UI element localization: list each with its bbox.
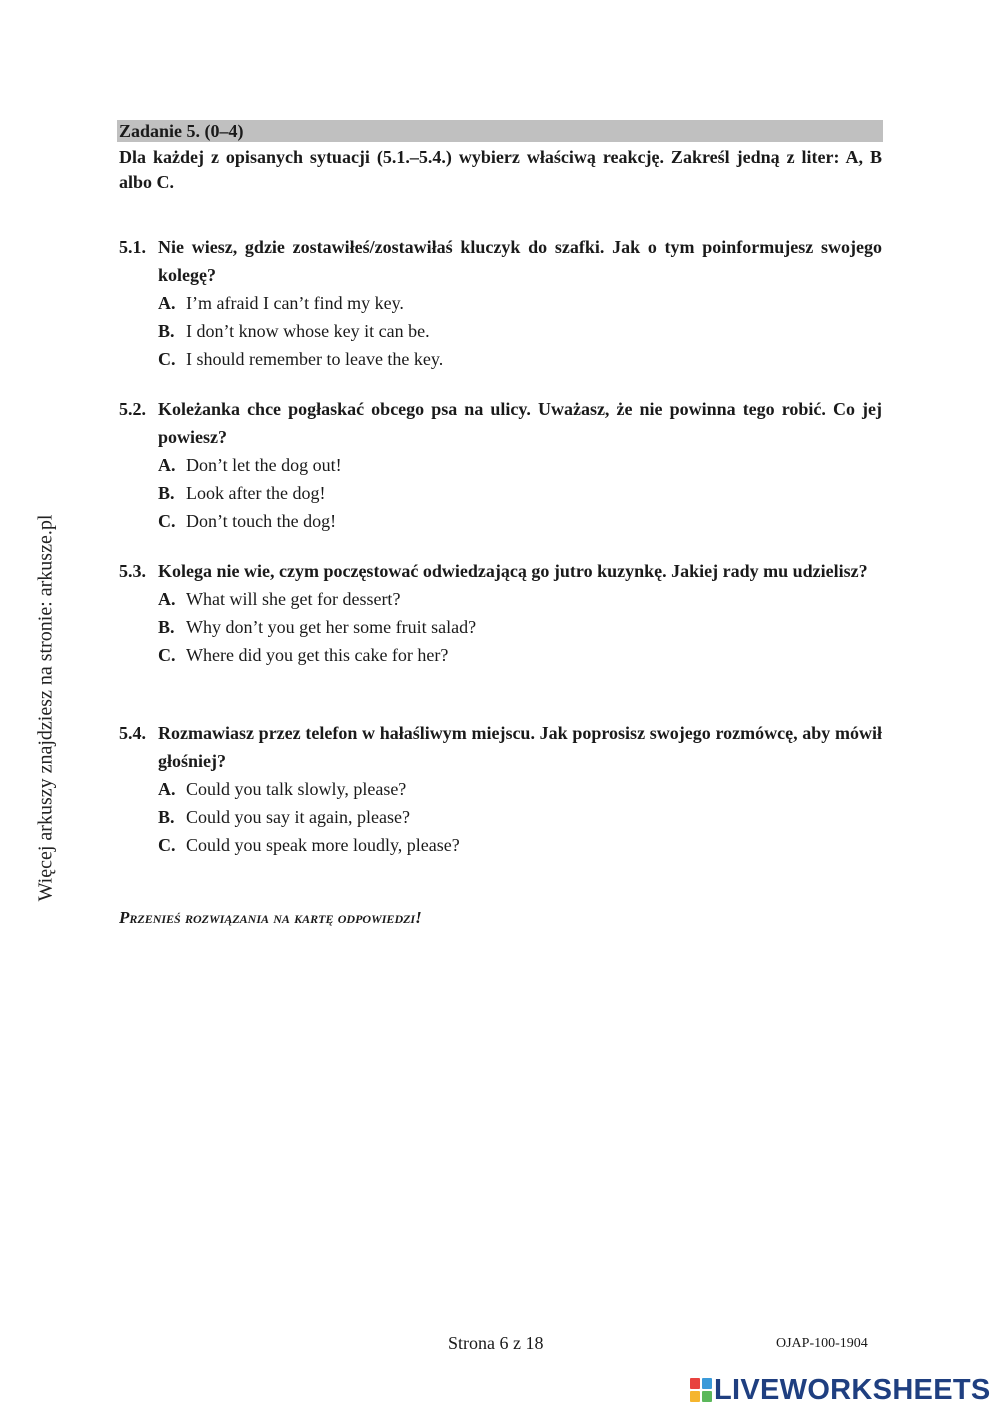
question-5-2 — [119, 395, 882, 535]
option-c[interactable] — [119, 345, 882, 373]
option-text: I don’t know whose key it can be. — [186, 321, 430, 341]
option-letter: C. — [158, 349, 176, 369]
answer-options — [119, 451, 882, 535]
option-text: I’m afraid I can’t find my key. — [186, 293, 404, 313]
option-text: I should remember to leave the key. — [186, 349, 444, 369]
question-text — [119, 557, 882, 585]
question-prompt: Kolega nie wie, czym poczęstować odwiedzającą go jutro kuzynkę. Jakiej rady mu udzielisz? — [158, 561, 868, 581]
side-note: Więcej arkuszy znajdziesz na stronie: arkusze.pl — [34, 514, 57, 902]
option-text: Could you say it again, please? — [186, 807, 410, 827]
question-number: 5.2. — [119, 399, 146, 419]
answer-options — [119, 289, 882, 373]
option-letter: C. — [158, 645, 176, 665]
option-letter: A. — [158, 589, 176, 609]
question-number: 5.3. — [119, 561, 146, 581]
option-b[interactable] — [119, 317, 882, 345]
option-letter: C. — [158, 835, 176, 855]
option-b[interactable] — [119, 803, 882, 831]
mark-tile — [702, 1391, 712, 1402]
answer-options — [119, 585, 882, 669]
option-b[interactable] — [119, 613, 882, 641]
page-number: Strona 6 z 18 — [448, 1333, 544, 1353]
mark-tile — [702, 1378, 712, 1389]
option-letter: B. — [158, 483, 175, 503]
liveworksheets-mark-icon — [690, 1378, 712, 1402]
mark-tile — [690, 1391, 700, 1402]
question-prompt: Nie wiesz, gdzie zostawiłeś/zostawiłaś kluczyk do szafki. Jak o tym poinformujesz swojego kolegę? — [158, 237, 882, 285]
mark-tile — [690, 1378, 700, 1389]
question-5-1 — [119, 233, 882, 373]
option-a[interactable] — [119, 289, 882, 317]
question-5-3 — [119, 557, 882, 669]
question-5-4 — [119, 719, 882, 859]
option-c[interactable] — [119, 831, 882, 859]
option-b[interactable] — [119, 479, 882, 507]
exam-code: OJAP-100-1904 — [776, 1336, 868, 1351]
option-letter: B. — [158, 807, 175, 827]
option-text: Could you speak more loudly, please? — [186, 835, 460, 855]
liveworksheets-logo[interactable] — [690, 1374, 991, 1406]
question-text — [119, 719, 882, 775]
question-number: 5.1. — [119, 237, 146, 257]
option-text: Look after the dog! — [186, 483, 326, 503]
transfer-answers-note: Przenieś rozwiązania na kartę odpowiedzi! — [119, 908, 422, 927]
option-text: What will she get for dessert? — [186, 589, 401, 609]
option-letter: C. — [158, 511, 176, 531]
option-letter: A. — [158, 779, 176, 799]
option-a[interactable] — [119, 585, 882, 613]
question-number: 5.4. — [119, 723, 146, 743]
question-prompt: Rozmawiasz przez telefon w hałaśliwym miejscu. Jak poprosisz swojego rozmówcę, aby mówił głośniej? — [158, 723, 882, 771]
option-text: Don’t let the dog out! — [186, 455, 342, 475]
option-letter: A. — [158, 455, 176, 475]
answer-options — [119, 775, 882, 859]
question-text — [119, 233, 882, 289]
question-prompt: Koleżanka chce pogłaskać obcego psa na ulicy. Uważasz, że nie powinna tego robić. Co jej powiesz? — [158, 399, 882, 447]
option-text: Could you talk slowly, please? — [186, 779, 407, 799]
task-title: Zadanie 5. (0–4) — [117, 120, 883, 142]
question-text — [119, 395, 882, 451]
option-letter: B. — [158, 321, 175, 341]
task-instruction: Dla każdej z opisanych sytuacji (5.1.–5.4.) wybierz właściwą reakcję. Zakreśl jedną z liter: A, B albo C. — [119, 147, 882, 192]
option-text: Why don’t you get her some fruit salad? — [186, 617, 477, 637]
option-a[interactable] — [119, 451, 882, 479]
option-text: Don’t touch the dog! — [186, 511, 337, 531]
option-c[interactable] — [119, 641, 882, 669]
option-text: Where did you get this cake for her? — [186, 645, 449, 665]
liveworksheets-logo-text: LIVEWORKSHEETS — [714, 1373, 991, 1406]
option-a[interactable] — [119, 775, 882, 803]
option-letter: A. — [158, 293, 176, 313]
option-c[interactable] — [119, 507, 882, 535]
option-letter: B. — [158, 617, 175, 637]
